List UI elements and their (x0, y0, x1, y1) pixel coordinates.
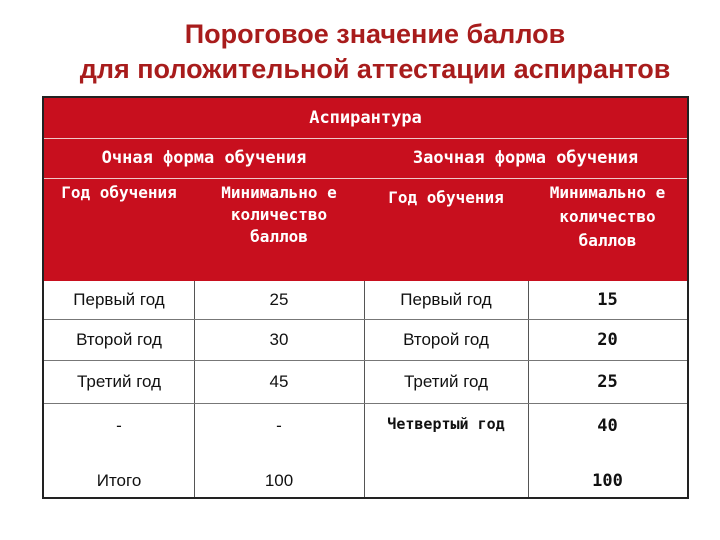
table-cell (364, 449, 528, 497)
col-header-min-score-part: Минимально е количество баллов (528, 178, 687, 281)
table-header-full-time: Очная форма обучения (44, 138, 364, 178)
table-cell: - (276, 416, 282, 435)
table-cell: Четвертый год (387, 415, 505, 433)
header-separator (44, 178, 687, 179)
table-cell: 30 (269, 329, 289, 349)
col-header-year-part: Год обучения (364, 178, 528, 281)
threshold-table (42, 96, 689, 499)
table-header-top: Аспирантура (44, 98, 687, 138)
table-cell: Третий год (76, 371, 162, 391)
page-subtitle: для положительной аттестации аспирантов (79, 54, 671, 84)
table-cell: 40 (597, 416, 618, 436)
table-header-part-time: Заочная форма обучения (364, 138, 687, 178)
page-title: Пороговое значение баллов (184, 19, 566, 49)
table-cell: - (116, 416, 122, 435)
table-cell: 25 (597, 371, 618, 392)
table-cell: Итого (96, 471, 142, 490)
header-separator (44, 138, 687, 139)
table-cell: Первый год (73, 290, 165, 309)
table-cell: 25 (269, 290, 289, 309)
col-header-year-full: Год обучения (44, 178, 194, 281)
col-header-min-score-full: Минимально е количество баллов (194, 178, 364, 281)
table-cell: 15 (597, 290, 618, 310)
table-cell: 20 (597, 329, 618, 350)
table-cell: 100 (264, 471, 294, 490)
table-cell: 45 (269, 371, 289, 391)
table-cell: 100 (592, 471, 623, 491)
table-cell: Третий год (403, 371, 489, 391)
table-cell: Второй год (403, 329, 489, 349)
table-cell: Второй год (76, 329, 162, 349)
table-cell: Первый год (400, 290, 492, 309)
